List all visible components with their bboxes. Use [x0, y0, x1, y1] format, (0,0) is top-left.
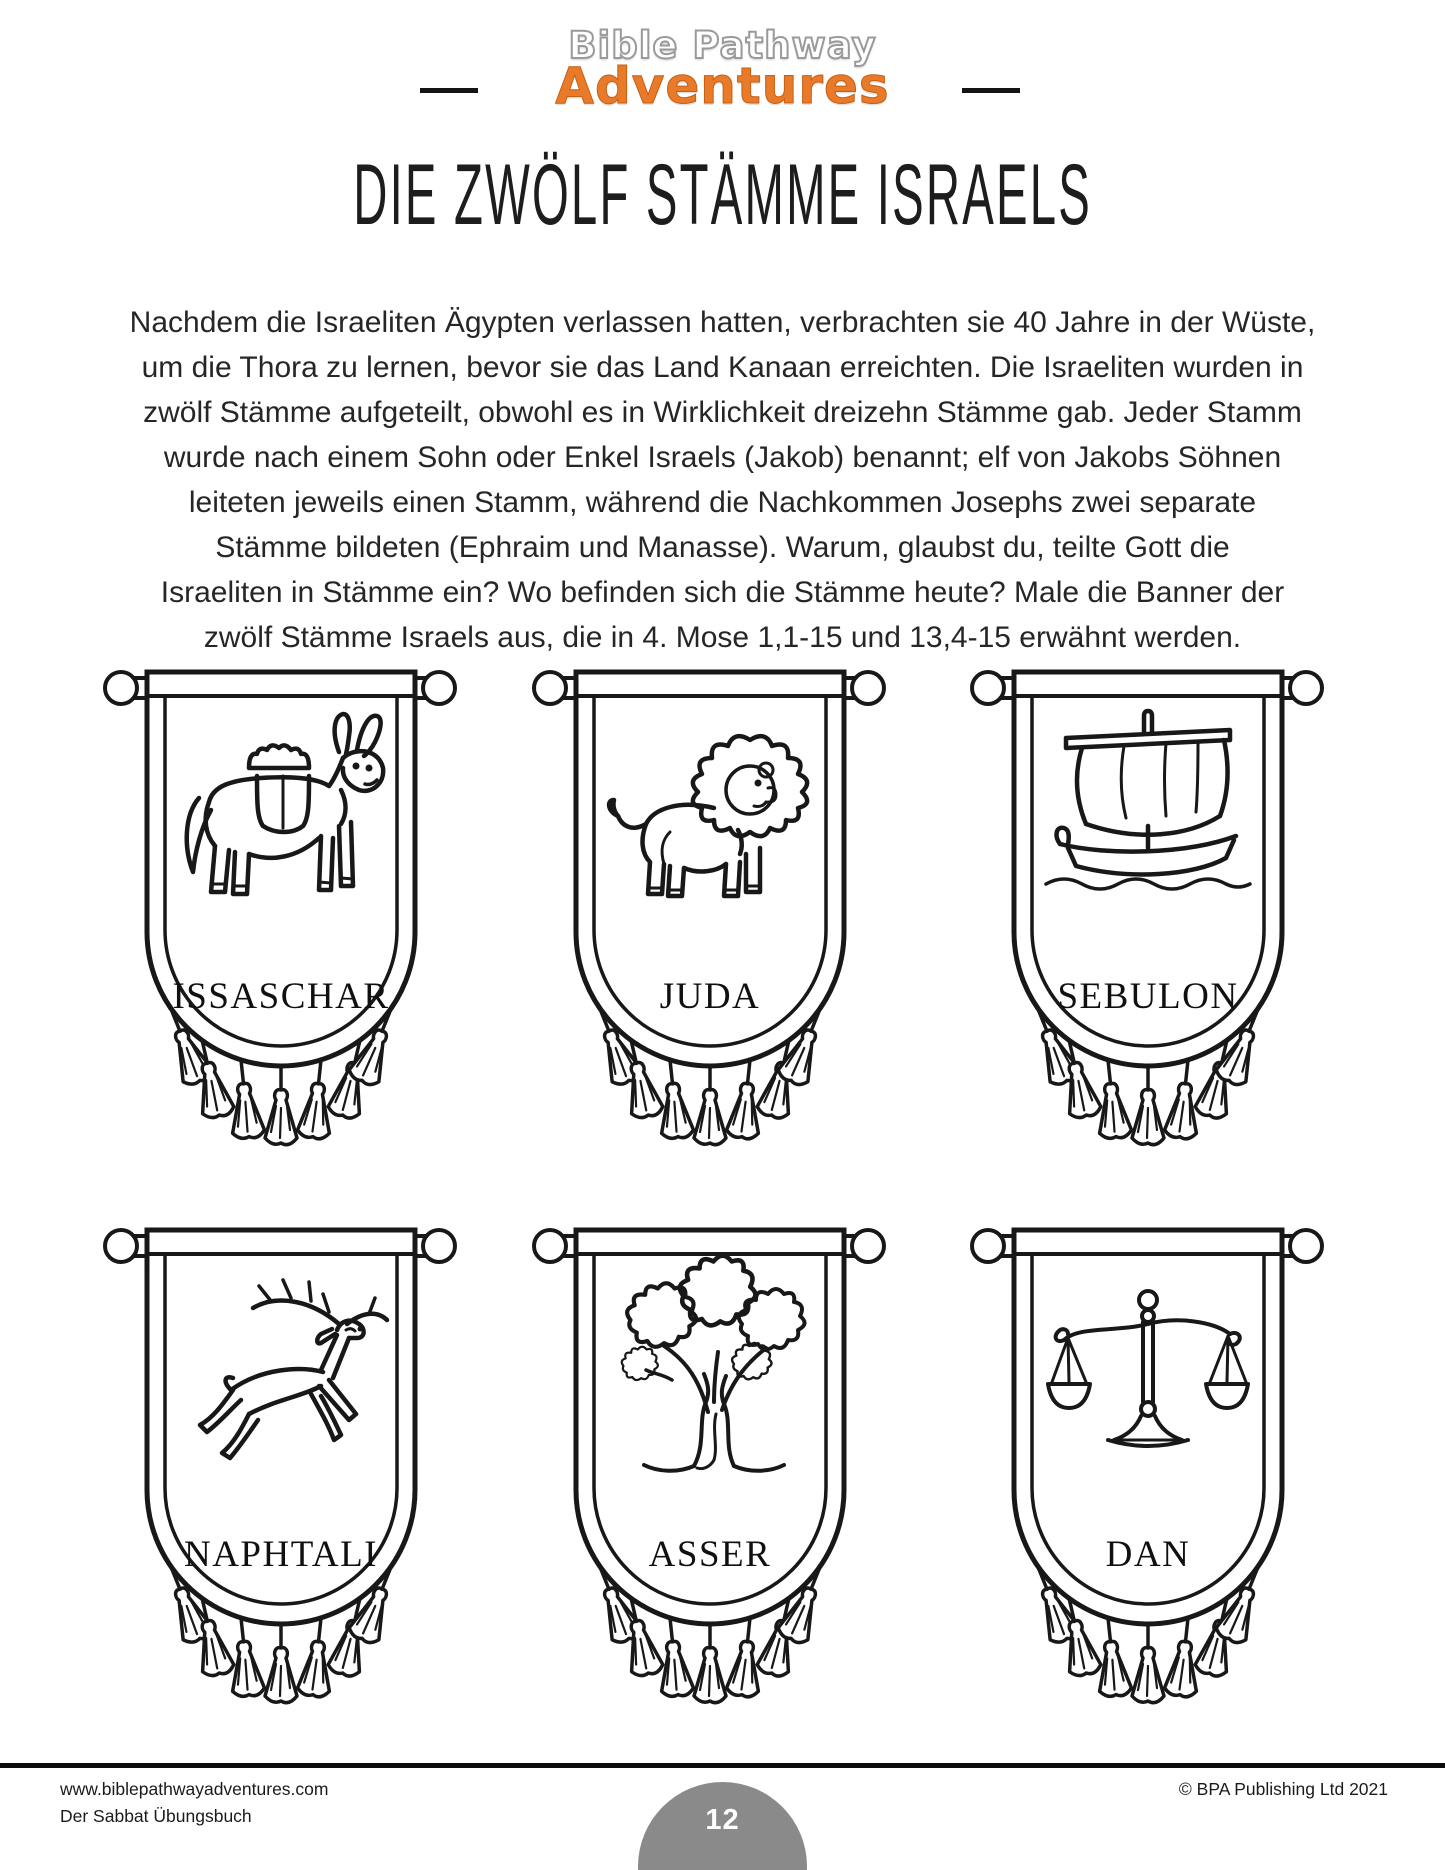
page-number-badge [638, 1782, 807, 1870]
brand-logo-line2: Adventures [555, 57, 890, 115]
footer-website: www.biblepathwayadventures.com [60, 1779, 329, 1799]
banner-frame [105, 672, 455, 1145]
banner-frame [972, 1230, 1322, 1703]
footer-divider [0, 1763, 1445, 1768]
intro-line: wurde nach einem Sohn oder Enkel Israels (Jakob) benannt; elf von Jakobs Söhnen [163, 441, 1282, 474]
footer-left [60, 1776, 328, 1830]
banner-issaschar [101, 668, 461, 1173]
banner-dan-svg [968, 1226, 1328, 1731]
footer-book-title: Der Sabbat Übungsbuch [60, 1806, 252, 1826]
intro-line: zwölf Stämme Israels aus, die in 4. Mose 1,1-15 und 13,4-15 erwähnt werden. [203, 621, 1242, 654]
banner-naphtali [101, 1226, 461, 1731]
banner-dan [968, 1226, 1328, 1731]
banner-juda [530, 668, 890, 1173]
banner-label: ISSASCHAR [172, 976, 390, 1017]
banner-frame [534, 672, 884, 1145]
intro-line: zwölf Stämme aufgeteilt, obwohl es in Wirklichkeit dreizehn Stämme gab. Jeder Stamm [143, 396, 1302, 429]
banner-label: SEBULON [1057, 976, 1239, 1017]
banner-label: NAPHTALI [183, 1534, 379, 1575]
footer-copyright: © BPA Publishing Ltd 2021 [1178, 1779, 1388, 1799]
intro-line: um die Thora zu lernen, bevor sie das Land Kanaan erreichten. Die Israeliten wurden in [141, 351, 1304, 384]
intro-line: Israeliten in Stämme ein? Wo befinden sich die Stämme heute? Male die Banner der [160, 576, 1285, 609]
intro-line: Stämme bildeten (Ephraim und Manasse). Warum, glaubst du, teilte Gott die [215, 531, 1230, 564]
page-number: 12 [705, 1804, 740, 1836]
logo-dash-right [962, 88, 1020, 93]
banner-sebulon [968, 668, 1328, 1173]
brand-logo [0, 24, 1445, 115]
banner-naphtali-svg [101, 1226, 461, 1731]
banner-issaschar-svg [101, 668, 461, 1173]
banner-asser [530, 1226, 890, 1731]
banner-label: JUDA [659, 976, 761, 1017]
banner-label: DAN [1105, 1534, 1191, 1575]
intro-line: Nachdem die Israeliten Ägypten verlassen hatten, verbrachten sie 40 Jahre in der Wüste, [129, 306, 1316, 339]
intro-line: leiteten jeweils einen Stamm, während die Nachkommen Josephs zwei separate [188, 486, 1257, 519]
banner-label: ASSER [648, 1534, 772, 1575]
banner-juda-svg [530, 668, 890, 1173]
banner-asser-svg [530, 1226, 890, 1731]
banner-sebulon-svg [968, 668, 1328, 1173]
brand-logo-line1: Bible Pathway [568, 24, 877, 67]
logo-dash-left [420, 88, 478, 93]
page-title: DIE ZWÖLF STÄMME ISRAELS [353, 147, 1092, 243]
intro-paragraph [0, 300, 1445, 660]
